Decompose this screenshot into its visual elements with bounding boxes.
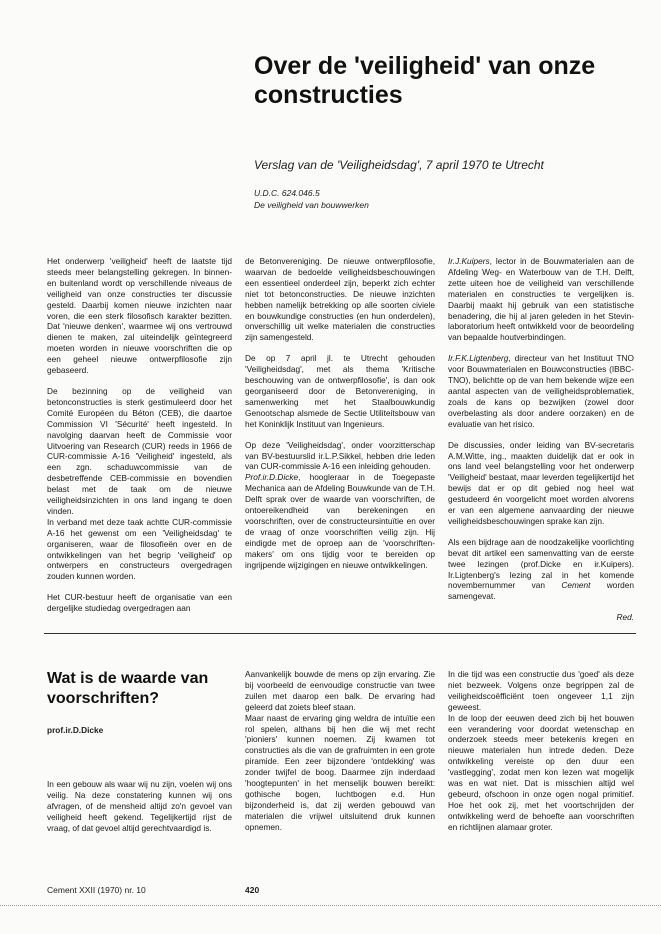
speaker-summary: , directeur van het Instituut TNO voor Bouwmaterialen en Bouwconstructies (IBBC-TNO), belichtte op de van hem bekende wijze een aantal aspecten van de veiligheidsproblematiek, zoals de kans op bezwijken (zowel door overbelasting als door andere oorzaken) en de evaluatie van het risico.	[448, 353, 634, 429]
paragraph: In een gebouw als waar wij nu zijn, voelen wij ons veilig. Na deze constatering kunnen wij ons afvragen, of de mensheid altijd zo'n gevoel van veiligheid heeft gekend. Tegelijkertijd rijst de vraag, of dat gevoel altijd gerechtvaardigd is.	[47, 779, 232, 833]
paragraph: In verband met deze taak achtte CUR-commissie A-16 het gewenst om een 'Veiligheidsdag' te organiseren, waar de filosofieën over en de ontwikkelingen van het begrip 'veiligheid' op ontwerpers en constructeurs overgedragen zouden kunnen worden.	[47, 516, 232, 582]
speaker-name: Prof.ir.D.Dicke	[245, 472, 299, 483]
article-title: Over de 'veiligheid' van onze constructies	[254, 52, 596, 109]
paragraph: De op 7 april jl. te Utrecht gehouden 'Veiligheidsdag', met als thema 'Kritische beschouwing van de ontwerpfilosofie', is dan ook georganiseerd door de Betonvereniging, in samenwerking met het Staalbouwkundig Genootschap alsmede de Sectie Utiliteitsbouw van het Koninklijk Instituut van Ingenieurs.	[245, 353, 435, 429]
udc-code: U.D.C. 624.046.5	[254, 188, 320, 198]
section-column-3	[448, 669, 634, 843]
section-title: Wat is de waarde van voorschriften?	[47, 670, 209, 707]
footer-journal: Cement XXII (1970) nr. 10	[47, 885, 146, 895]
udc-block	[254, 187, 554, 211]
section-divider	[44, 633, 636, 634]
page-number: 420	[245, 885, 260, 895]
closing-text: worden samengevat.	[448, 580, 634, 602]
article-subtitle: Verslag van de 'Veiligheidsdag', 7 april 1970 te Utrecht	[254, 158, 544, 172]
paragraph: Maar naast de ervaring ging weldra de intuïtie een rol spelen, althans bij hen die wij met recht 'pioniers' kunnen noemen. Zij kwamen tot constructies als die van de grafruimten in een grote piramide. Een zeer bijzondere 'ontdekking' was zonder twijfel de boog. Daarmee zijn inderdaad 'hoogtepunten' in het menselijk bouwen bereikt: gothische bogen, luchtbogen e.d. Hun bijzonderheid is, dat zij werden gebouwd van materialen die vrijwel uitsluitend druk kunnen opnemen.	[245, 712, 435, 832]
speaker-name: Ir.F.K.Ligtenberg	[448, 353, 509, 364]
footer-rule	[0, 905, 661, 906]
udc-keyword: De veiligheid van bouwwerken	[254, 200, 369, 210]
section-column-2	[245, 669, 435, 843]
paragraph-kuipers	[448, 256, 634, 343]
paragraph: Het onderwerp 'veiligheid' heeft de laatste tijd steeds meer belangstelling gekregen. In binnen- en buitenland wordt op verschillende niveaus de veiligheid van onze constructies ter discussie gesteld. Daarbij komen nieuwe inzichten naar voren, die een sterk filosofisch karakter bezitten. Dat 'nieuwe denken', waarmee wij ons vertrouwd dienen te maken, zal uiteindelijk geïntegreerd moeten worden in nieuwe voorschriften die op een geheel nieuwe ontwerpfilosofie zijn gebaseerd.	[47, 256, 232, 376]
paragraph-closing	[448, 537, 634, 602]
paragraph: In de loop der eeuwen deed zich bij het bouwen een verandering voor doordat wetenschap en onderzoek steeds meer betekenis kregen en nieuwe materialen hun intrede deden. Deze ontwikkeling vereiste op den duur een 'vastlegging', zodat men kon lezen wat mogelijk was en wat niet. Dat is misschien altijd wel gebeurd, ofschoon in onze ogen nogal primitief. Hoe het ook zij, met het voortschrijden der ontwikkeling werd de behoefte aan voorschriften en richtlijnen alamaar groter.	[448, 712, 634, 832]
section-author: prof.ir.D.Dicke	[47, 725, 104, 735]
paragraph: Het CUR-bestuur heeft de organisatie van een dergelijke studiedag overgedragen aan	[47, 592, 232, 614]
paragraph: De discussies, onder leiding van BV-secretaris A.M.Witte, ing., maakten duidelijk dat er ook in ons land veel belangstelling voor het onderwerp 'Veiligheid' bestaat, maar leverden tegelijkertijd het bewijs dat er op dit gebied nog heel wat gestudeerd én voorgelicht moet worden alvorens er van een algemene aanvaarding der nieuwe veiligheidsbeschouwingen sprake kan zijn.	[448, 439, 634, 526]
paragraph-ligtenberg	[448, 353, 634, 429]
paragraph: Aanvankelijk bouwde de mens op zijn ervaring. Zie bij voorbeeld de eenvoudige constructie van twee zuilen met daarop een balk. De ervaring had geleerd dat zoiets bleef staan.	[245, 669, 435, 712]
paragraph: Op deze 'Veiligheidsdag', onder voorzitterschap van BV-bestuurslid ir.L.P.Sikkel, hebben drie leden van CUR-commissie A-16 een inleiding gehouden.	[245, 439, 435, 472]
article-column-2	[245, 256, 435, 580]
article-column-1	[47, 256, 232, 624]
speaker-summary: , lector in de Bouwmaterialen aan de Afdeling Weg- en Waterbouw van de T.H. Delft, zette uiteen hoe de veiligheid van verschillende materialen en constructies te vergelijken is. Daarbij maakt hij gebruik van een statistische benadering, die hij al jaren geleden in het Stevin-laboratorium heeft ontwikkeld voor de beoordeling van bepaalde houtverbindingen.	[448, 256, 634, 343]
closing-text: Als een bijdrage aan de noodzakelijke voorlichting bevat dit artikel een samenvatting van de eerste twee lezingen (prof.Dicke en ir.Kuipers). Ir.Ligtenberg's lezing zal in het komende novembernummer van	[448, 536, 634, 591]
paragraph: de Betonvereniging. De nieuwe ontwerpfilosofie, waarvan de bedoelde veiligheidsbeschouwingen een essentieel onderdeel zijn, beperkt zich echter niet tot betonconstructies. De nieuwe inzichten hebben namelijk betrekking op alle soorten civiele en bouwkundige constructies (en hun onderdelen), onverschillig uit welke materialen die constructies zijn samengesteld.	[245, 256, 435, 343]
section-column-1	[47, 779, 232, 844]
paragraph: In die tijd was een constructie dus 'goed' als deze niet bezweek. Volgens onze begrippen zal de veiligheidscoëfficiënt toen ongeveer 1,1 zijn geweest.	[448, 669, 634, 712]
paragraph-dicke	[245, 472, 435, 570]
paragraph: De bezinning op de veiligheid van betonconstructies is sterk gestimuleerd door het Comité Européen du Béton (CEB), die daartoe Commission VI 'Sécurité' heeft ingesteld. In navolging daarvan heeft de Commissie voor Uitvoering van Research (CUR) reeds in 1966 de CUR-commissie A-16 'Veiligheid' ingesteld, als een zgn. schaduwcommissie van de desbetreffende CEB-commissie en bovendien belast met de taak om de nieuwe veiligheidsinzichten in ons land ingang te doen vinden.	[47, 385, 232, 516]
speaker-summary: , hoogleraar in de Toegepaste Mechanica aan de Afdeling Bouwkunde van de T.H. Delft sprak over de waarde van voorschriften, de ontoereikendheid van berekeningen en voorschriften, over de constructeursintuïtie en over de vraag of onze voorschriften veilig zijn. Hij eindigde met de oproep aan de 'voorschriften-makers' om ons tijdig voor te bereiden op ingrijpende wijzigingen en nieuwe ontwikkelingen.	[245, 472, 435, 570]
editor-signature: Red.	[616, 612, 634, 623]
article-column-3	[448, 256, 634, 623]
journal-name: Cement	[561, 580, 591, 591]
signature-line	[448, 612, 634, 623]
speaker-name: Ir.J.Kuipers	[448, 256, 490, 266]
